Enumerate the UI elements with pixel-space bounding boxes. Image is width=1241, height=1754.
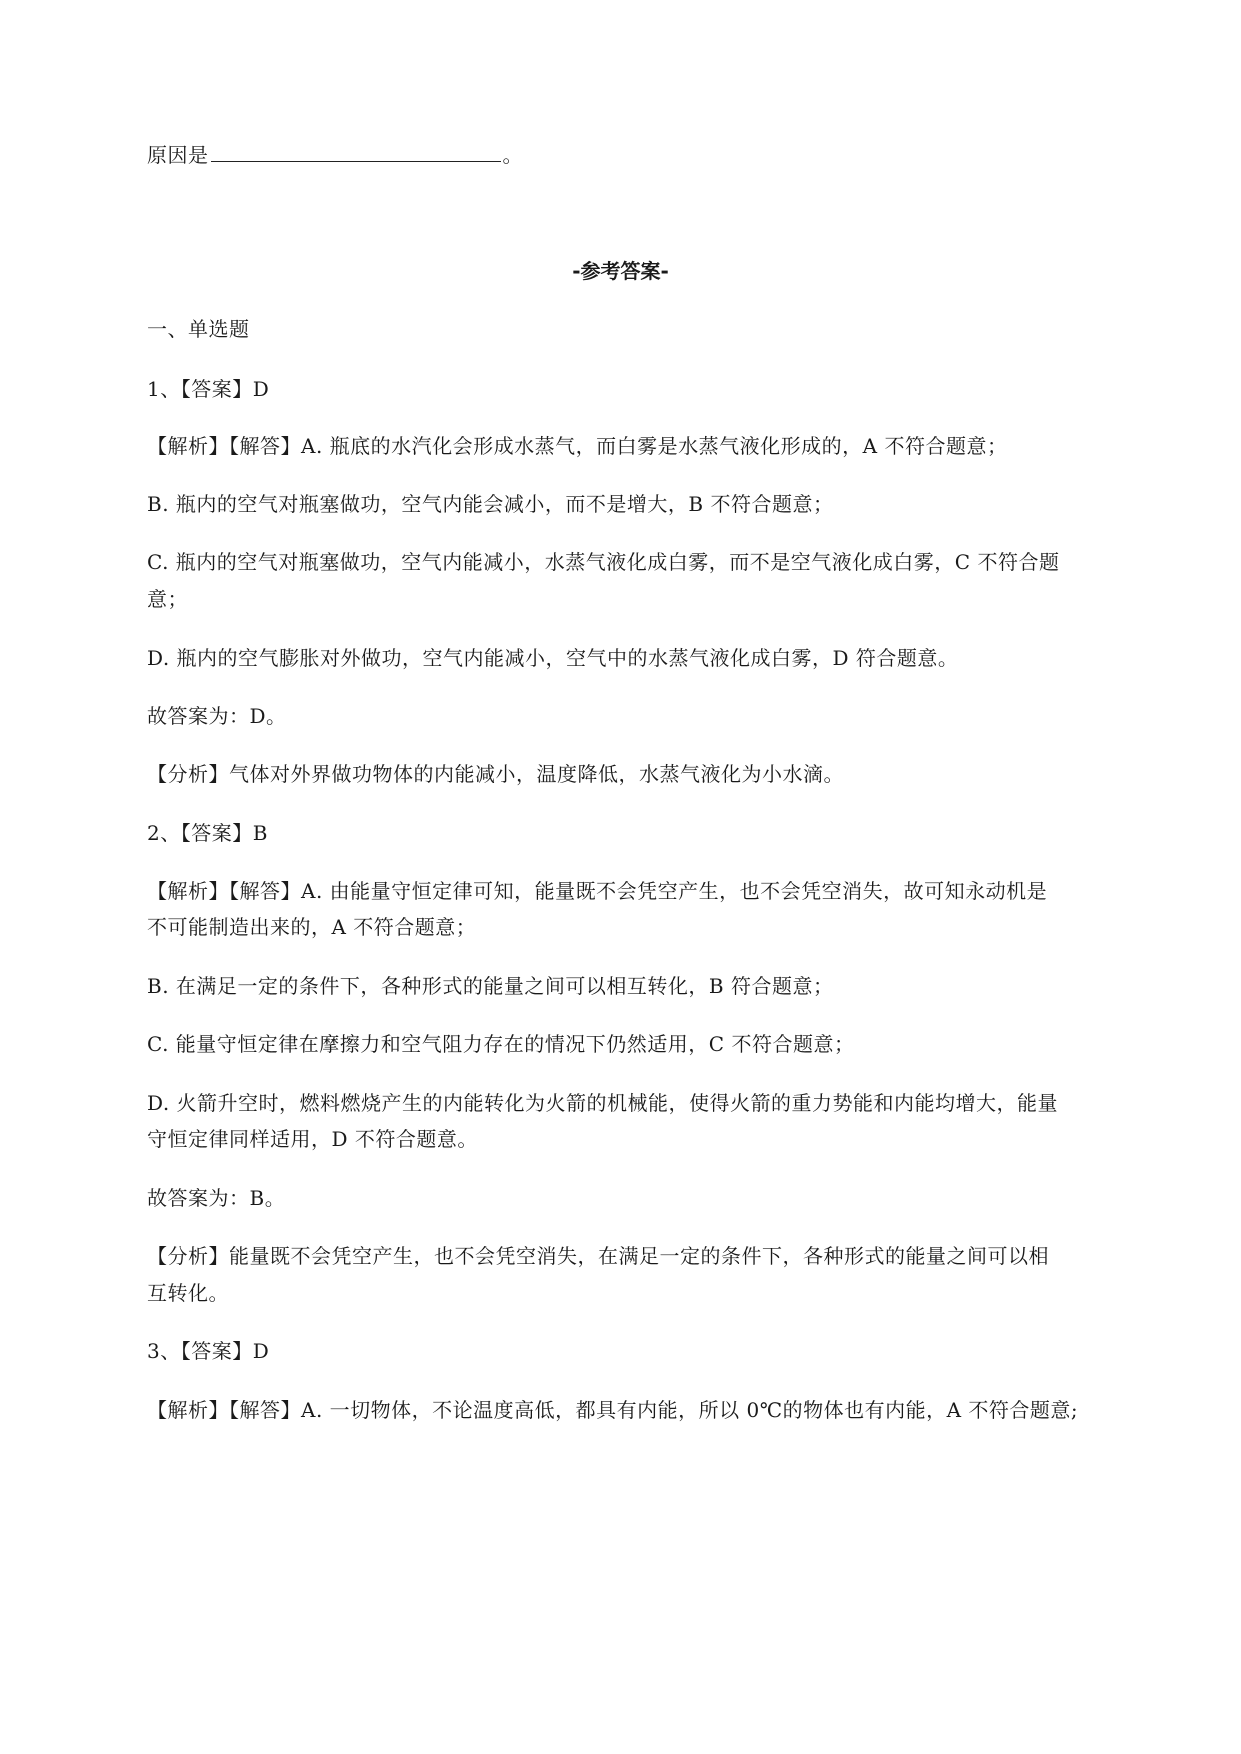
q1-analysis-line: D. 瓶内的空气膨胀对外做功，空气内能减小，空气中的水蒸气液化成白雾，D 符合题意。 xyxy=(147,646,959,670)
q1-analysis-line: 意； xyxy=(147,587,188,611)
section-title: 一、单选题 xyxy=(147,317,250,341)
q2-analysis-line: C. 能量守恒定律在摩擦力和空气阻力存在的情况下仍然适用，C 不符合题意； xyxy=(147,1032,855,1056)
q1-analysis-line: B. 瓶内的空气对瓶塞做功，空气内能会减小，而不是增大，B 不符合题意； xyxy=(147,492,834,516)
q2-summary: 互转化。 xyxy=(147,1281,229,1305)
q1-analysis-line: 【解析】【解答】A. 瓶底的水汽化会形成水蒸气，而白雾是水蒸气液化形成的，A 不符合题意； xyxy=(147,434,1008,458)
q2-analysis-line: 不可能制造出来的，A 不符合题意； xyxy=(147,915,477,939)
q1-summary: 【分析】气体对外界做功物体的内能减小，温度降低，水蒸气液化为小水滴。 xyxy=(147,762,844,786)
q2-analysis-line: 守恒定律同样适用，D 不符合题意。 xyxy=(147,1127,478,1151)
answer-blank[interactable] xyxy=(211,143,501,162)
q3-answer: 3、【答案】D xyxy=(147,1339,270,1363)
q2-conclusion: 故答案为：B。 xyxy=(147,1186,286,1210)
answers-heading: -参考答案- xyxy=(572,259,669,283)
q2-answer: 2、【答案】B xyxy=(147,821,268,845)
q2-analysis-line: D. 火箭升空时，燃料燃烧产生的内能转化为火箭的机械能，使得火箭的重力势能和内能均增大，能量 xyxy=(147,1091,1059,1115)
q1-answer: 1、【答案】D xyxy=(147,377,270,401)
q2-analysis-line: B. 在满足一定的条件下，各种形式的能量之间可以相互转化，B 符合题意； xyxy=(147,974,834,998)
fill-line-prefix: 原因是 xyxy=(147,143,209,167)
q2-summary: 【分析】能量既不会凭空产生，也不会凭空消失，在满足一定的条件下，各种形式的能量之间可以相 xyxy=(147,1244,1049,1268)
fill-in-line xyxy=(147,143,1157,166)
q1-conclusion: 故答案为：D。 xyxy=(147,704,287,728)
q3-analysis-line: 【解析】【解答】A. 一切物体，不论温度高低，都具有内能，所以 0℃的物体也有内能，A 不符合题意; xyxy=(147,1398,1079,1422)
fill-line-suffix: 。 xyxy=(502,143,523,167)
q1-analysis-line: C. 瓶内的空气对瓶塞做功，空气内能减小，水蒸气液化成白雾，而不是空气液化成白雾，C 不符合题 xyxy=(147,550,1060,574)
q2-analysis-line: 【解析】【解答】A. 由能量守恒定律可知，能量既不会凭空产生，也不会凭空消失，故可知永动机是 xyxy=(147,879,1048,903)
